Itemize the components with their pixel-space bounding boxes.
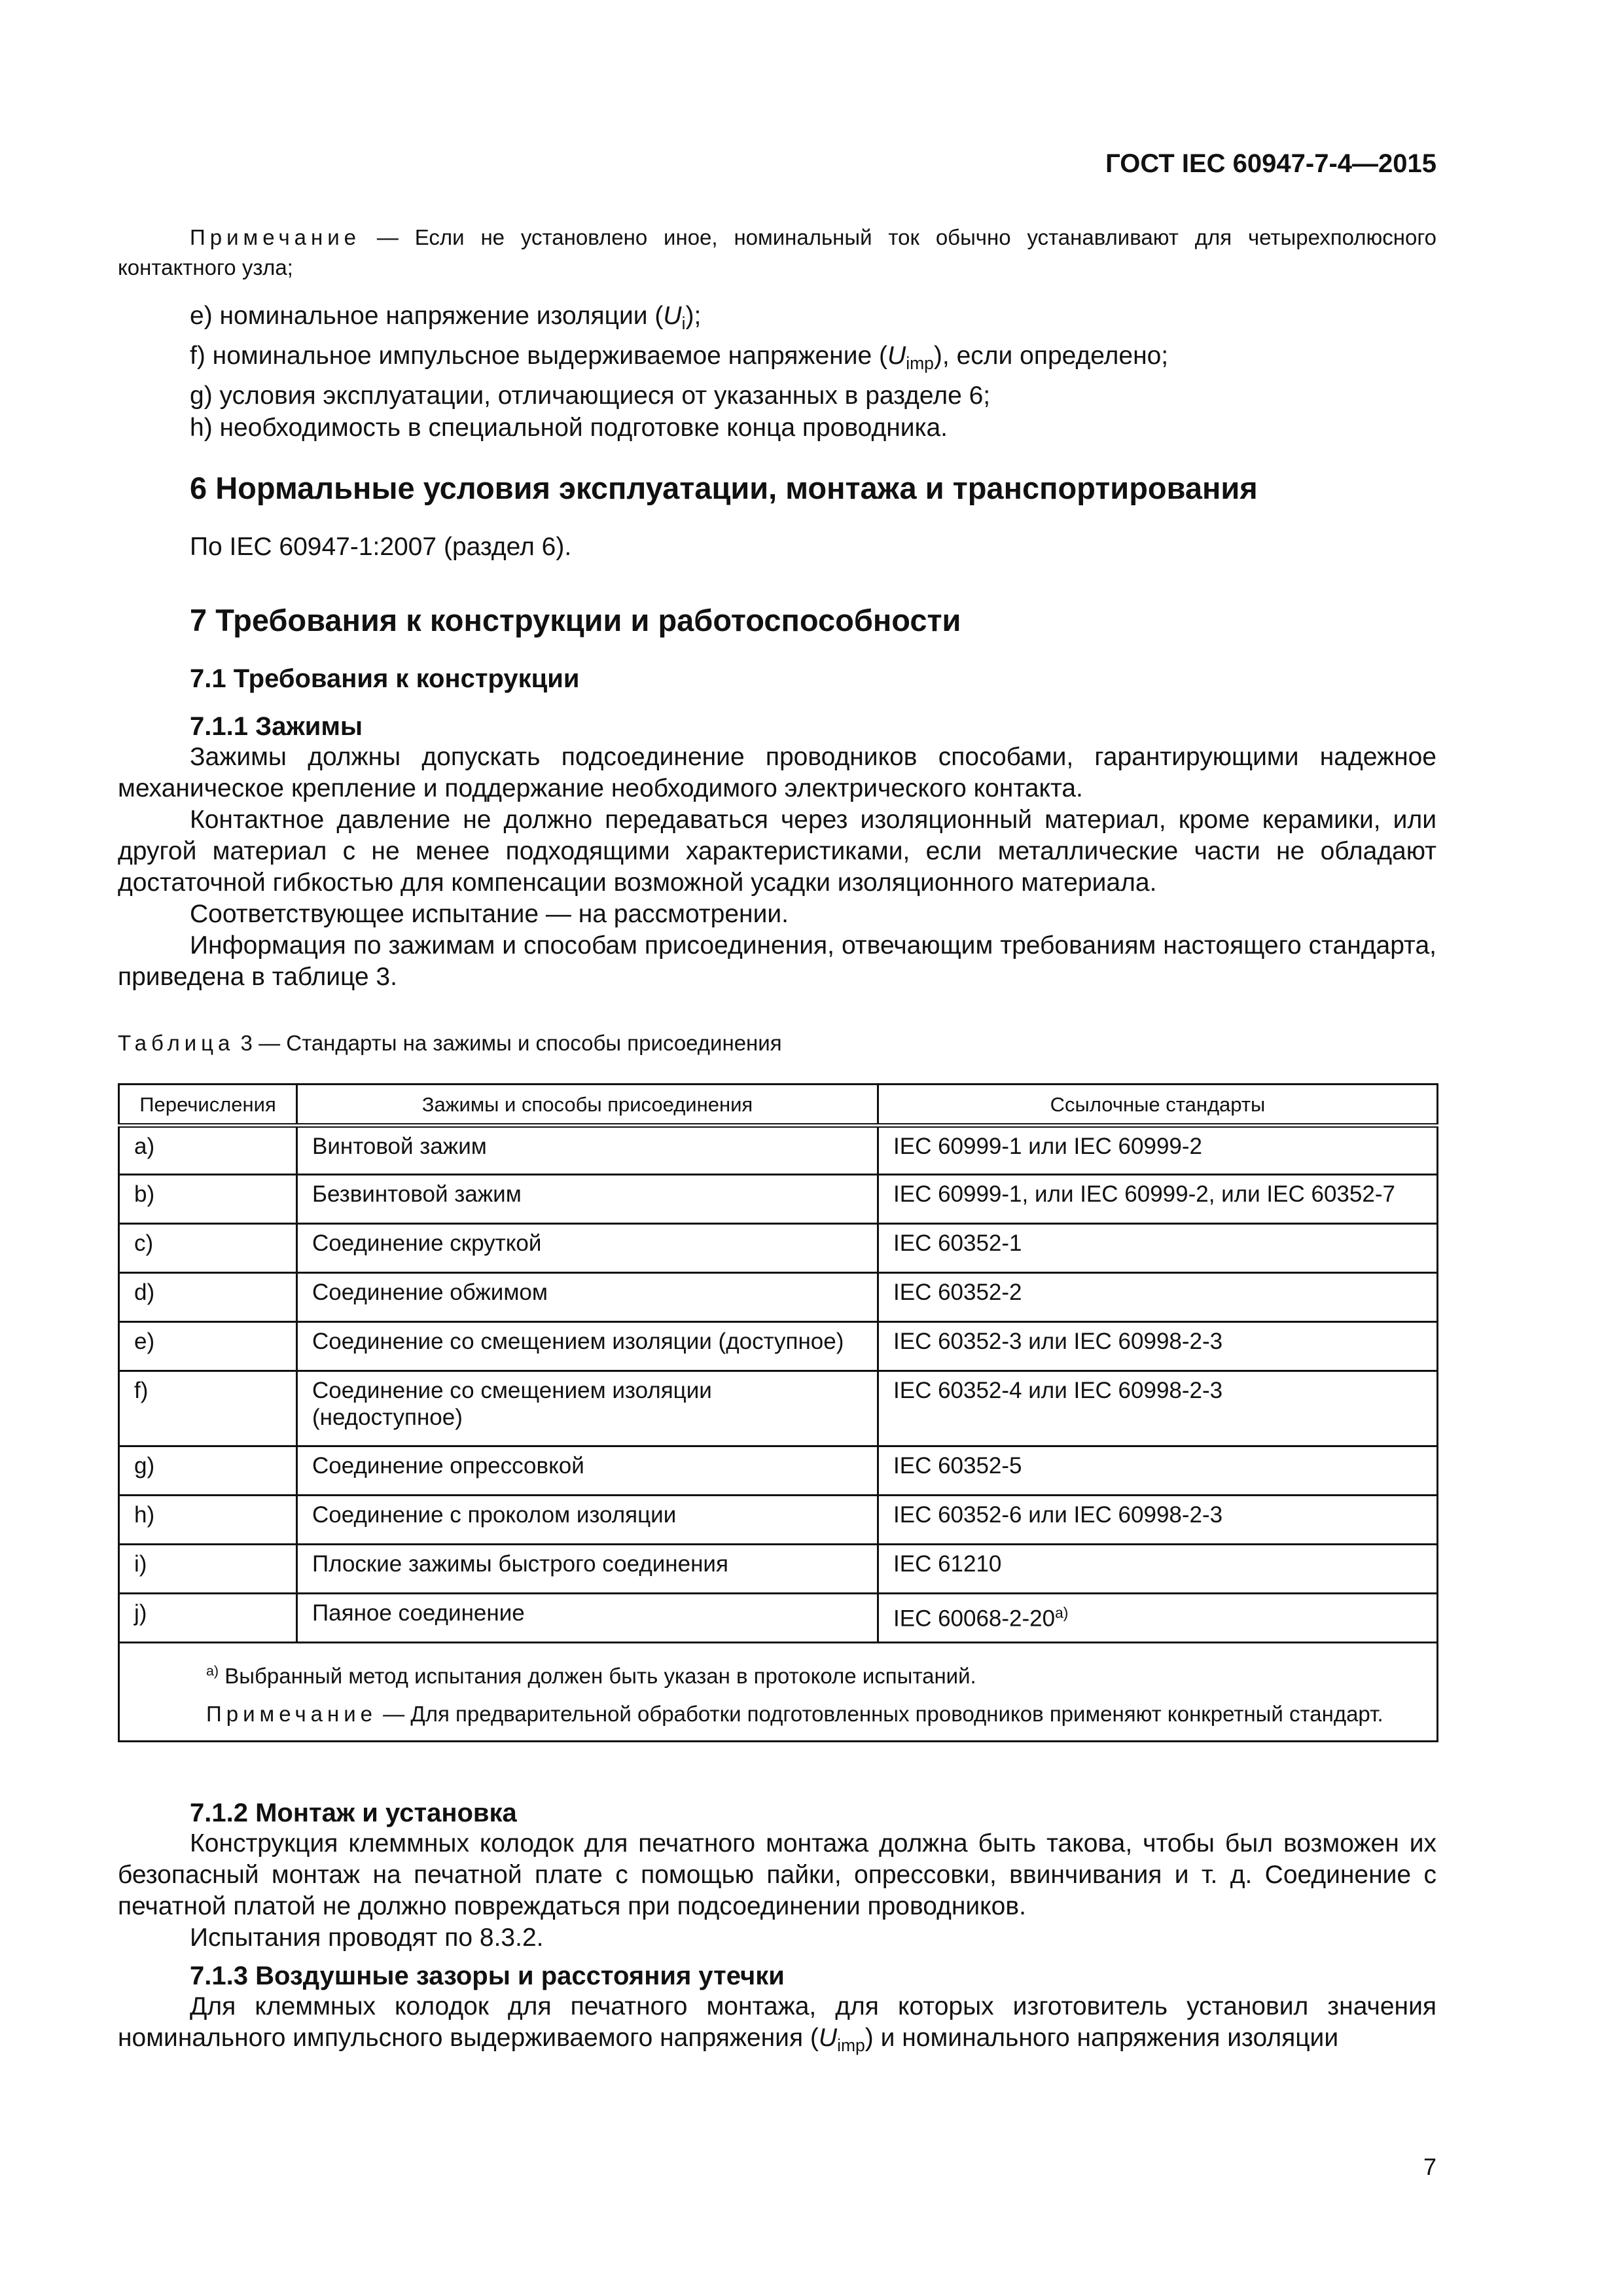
table-cell: Соединение опрессовкой	[297, 1446, 878, 1496]
section-7-1-3-title: 7.1.3 Воздушные зазоры и расстояния утечки	[190, 1962, 785, 1990]
table-row	[119, 1322, 1438, 1371]
table-row	[119, 1371, 1438, 1446]
table-cell: j)	[119, 1594, 297, 1643]
table-cell: IEC 60999-1 или IEC 60999-2	[878, 1126, 1438, 1175]
paragraph: Контактное давление не должно передаваться через изоляционный материал, кроме керамики, или другой материал с не менее подходящими характеристиками, если металлические части не обладают достаточной гибкостью для компенсации возможной усадки изоляционного материала.	[118, 806, 1436, 897]
requirements-list	[118, 300, 1436, 444]
paragraph: Конструкция клеммных колодок для печатного монтажа должна быть такова, чтобы был возможен их безопасный монтаж на печатной плате с помощью пайки, опрессовки, ввинчивания и т. д. Соединение с печатной платой не должно повреждаться при подсоединении проводников.	[118, 1829, 1436, 1920]
table-cell: Плоские зажимы быстрого соединения	[297, 1545, 878, 1594]
section-7-1-2-body	[118, 1828, 1436, 1954]
table-cell: Соединение со смещением изоляции (доступное)	[297, 1322, 878, 1371]
table-header-row	[119, 1085, 1438, 1126]
table-row	[119, 1126, 1438, 1175]
table-cell: g)	[119, 1446, 297, 1496]
table-cell: d)	[119, 1273, 297, 1322]
table-cell: h)	[119, 1496, 297, 1545]
column-header: Зажимы и способы присоединения	[297, 1085, 878, 1126]
column-header: Перечисления	[119, 1085, 297, 1126]
table-cell: Соединение скруткой	[297, 1224, 878, 1273]
table-caption: Таблица 3 — Стандарты на зажимы и способы присоединения	[118, 1031, 782, 1055]
list-item-g: g) условия эксплуатации, отличающиеся от указанных в разделе 6;	[190, 381, 991, 410]
list-item-h: h) необходимость в специальной подготовке конца проводника.	[190, 413, 948, 442]
table-cell: i)	[119, 1545, 297, 1594]
top-note	[118, 223, 1436, 283]
section-7-1-3-body	[118, 1991, 1436, 2061]
table-cell: Безвинтовой зажим	[297, 1175, 878, 1224]
table-row	[119, 1175, 1438, 1224]
section-6-text: По IEC 60947-1:2007 (раздел 6).	[190, 533, 572, 561]
table-cell: IEC 60068-2-20$^{a)}$	[878, 1594, 1438, 1643]
table-cell: Соединение обжимом	[297, 1273, 878, 1322]
paragraph: Зажимы должны допускать подсоединение проводников способами, гарантирующими надежное механическое крепление и поддержание необходимого электрического контакта.	[118, 743, 1436, 802]
section-7-title: 7 Требования к конструкции и работоспособности	[190, 603, 961, 637]
note-text: — Если не установлено иное, номинальный ток обычно устанавливают для четырехполюсного контактного узла;	[118, 225, 1436, 279]
table-cell: IEC 60352-5	[878, 1446, 1438, 1496]
table-cell: Паяное соединение	[297, 1594, 878, 1643]
section-6-title: 6 Нормальные условия эксплуатации, монтажа и транспортирования	[190, 471, 1258, 505]
table-row	[119, 1446, 1438, 1496]
list-item-f: f) номинальное импульсное выдерживаемое напряжение $(U_{imp})$, если определено;	[190, 341, 1169, 373]
table-cell: c)	[119, 1224, 297, 1273]
column-header: Ссылочные стандарты	[878, 1085, 1438, 1126]
section-7-1-1-title: 7.1.1 Зажимы	[190, 712, 363, 741]
document-header: ГОСТ IEC 60947-7-4—2015	[1105, 149, 1436, 178]
table-cell: a)	[119, 1126, 297, 1175]
table-footer-row	[119, 1643, 1438, 1742]
page-number: 7	[1423, 2153, 1436, 2180]
paragraph: Для клеммных колодок для печатного монтажа, для которых изготовитель установил значения номинального импульсного выдерживаемого напряжения $(U_{imp})$ и номинального напряжения изоляции	[118, 1992, 1436, 2055]
table-cell: IEC 60352-6 или IEC 60998-2-3	[878, 1496, 1438, 1545]
table-cell: IEC 60999-1, или IEC 60999-2, или IEC 60352-7	[878, 1175, 1438, 1224]
table-row	[119, 1496, 1438, 1545]
table-cell: IEC 60352-2	[878, 1273, 1438, 1322]
footnote-ref: a)	[1055, 1604, 1069, 1621]
section-7-1-title: 7.1 Требования к конструкции	[190, 664, 580, 693]
table-cell: IEC 60352-1	[878, 1224, 1438, 1273]
table-footer	[119, 1643, 1438, 1742]
table-cell: Винтовой зажим	[297, 1126, 878, 1175]
section-7-1-2-title: 7.1.2 Монтаж и установка	[190, 1799, 517, 1827]
list-item-e: e) номинальное напряжение изоляции $(U_i)$;	[190, 302, 702, 333]
table-row	[119, 1594, 1438, 1643]
table-cell: IEC 60352-4 или IEC 60998-2-3	[878, 1371, 1438, 1446]
table-cell: IEC 60352-3 или IEC 60998-2-3	[878, 1322, 1438, 1371]
table-cell: e)	[119, 1322, 297, 1371]
paragraph: Соответствующее испытание — на рассмотрении.	[190, 900, 789, 928]
table-row	[119, 1224, 1438, 1273]
table-cell: Соединение с проколом изоляции	[297, 1496, 878, 1545]
table-row	[119, 1545, 1438, 1594]
note-label: Примечание	[190, 225, 361, 249]
table-cell: IEC 61210	[878, 1545, 1438, 1594]
section-7-1-1-body	[118, 742, 1436, 993]
table-cell: f)	[119, 1371, 297, 1446]
table-footnote: $^{a)}$ Выбранный метод испытания должен быть указан в протоколе испытаний.	[206, 1663, 976, 1688]
table-cell: b)	[119, 1175, 297, 1224]
table-row	[119, 1273, 1438, 1322]
standards-table	[118, 1083, 1438, 1742]
paragraph: Испытания проводят по 8.3.2.	[190, 1924, 544, 1952]
paragraph: Информация по зажимам и способам присоединения, отвечающим требованиям настоящего стандарта, приведена в таблице 3.	[118, 931, 1436, 991]
table-cell: Соединение со смещением изоляции (недоступное)	[297, 1371, 878, 1446]
table-note: Примечание — Для предварительной обработки подготовленных проводников применяют конкретный стандарт.	[206, 1701, 1383, 1726]
